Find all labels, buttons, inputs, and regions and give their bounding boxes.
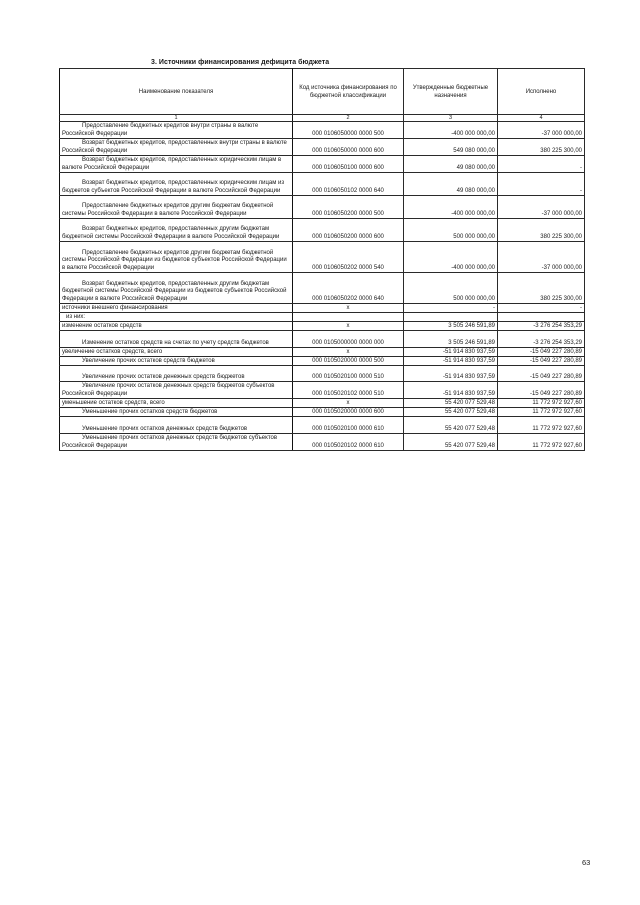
row-exec: - bbox=[498, 156, 585, 173]
table-row bbox=[60, 331, 585, 348]
row-code: x bbox=[293, 348, 404, 357]
row-exec: 11 772 972 927,60 bbox=[498, 417, 585, 434]
row-plan: - bbox=[404, 304, 498, 313]
row-code: 000 0105020102 0000 510 bbox=[293, 382, 404, 399]
table-row bbox=[60, 357, 585, 366]
row-exec: 380 225 300,00 bbox=[498, 219, 585, 242]
row-exec: -3 276 254 353,29 bbox=[498, 331, 585, 348]
row-exec: 380 225 300,00 bbox=[498, 139, 585, 156]
row-plan: 55 420 077 529,48 bbox=[404, 434, 498, 451]
row-name: Увеличение прочих остатков денежных средств бюджетов bbox=[60, 366, 293, 382]
row-plan: 3 505 246 591,89 bbox=[404, 331, 498, 348]
row-code: 000 0105020000 0000 500 bbox=[293, 357, 404, 366]
row-code: 000 0105020000 0000 600 bbox=[293, 408, 404, 417]
row-exec: 11 772 972 927,60 bbox=[498, 399, 585, 408]
row-code bbox=[293, 313, 404, 322]
row-plan: -400 000 000,00 bbox=[404, 122, 498, 139]
row-code: x bbox=[293, 322, 404, 331]
row-name: Предоставление бюджетных кредитов другим бюджетам бюджетной системы Российской Федерации из бюджетов субъектов Российской Федерации в валюте Российской Федерации bbox=[60, 242, 293, 273]
table-header-row bbox=[60, 69, 585, 115]
table-row bbox=[60, 173, 585, 196]
row-plan: 55 420 077 529,48 bbox=[404, 399, 498, 408]
row-plan: 500 000 000,00 bbox=[404, 219, 498, 242]
row-exec: - bbox=[498, 173, 585, 196]
row-code: 000 0106050200 0000 500 bbox=[293, 196, 404, 219]
row-code: 000 0106050202 0000 540 bbox=[293, 242, 404, 273]
row-exec bbox=[498, 313, 585, 322]
row-code: 000 0105000000 0000 000 bbox=[293, 331, 404, 348]
row-plan: 500 000 000,00 bbox=[404, 273, 498, 304]
row-name: источники внешнего финансирования bbox=[60, 304, 293, 313]
row-exec: -15 049 227 280,89 bbox=[498, 366, 585, 382]
row-name: Возврат бюджетных кредитов, предоставленных другим бюджетам бюджетной системы Российской Федерации из бюджетов субъектов Российской Федерации в валюте Российской Федерации bbox=[60, 273, 293, 304]
table-row bbox=[60, 122, 585, 139]
row-exec: -15 049 227 280,89 bbox=[498, 357, 585, 366]
row-plan bbox=[404, 313, 498, 322]
table-row bbox=[60, 366, 585, 382]
row-plan: 55 420 077 529,48 bbox=[404, 408, 498, 417]
row-code: 000 0106050100 0000 600 bbox=[293, 156, 404, 173]
row-name: изменение остатков средств bbox=[60, 322, 293, 331]
row-plan: 549 080 000,00 bbox=[404, 139, 498, 156]
table-row bbox=[60, 273, 585, 304]
header-name: Наименование показателя bbox=[60, 69, 293, 115]
table-row bbox=[60, 399, 585, 408]
row-code: 000 0105020100 0000 610 bbox=[293, 417, 404, 434]
row-code: x bbox=[293, 304, 404, 313]
row-exec: -3 276 254 353,29 bbox=[498, 322, 585, 331]
row-exec: -15 049 227 280,89 bbox=[498, 348, 585, 357]
table-row bbox=[60, 408, 585, 417]
row-name: Увеличение прочих остатков денежных средств бюджетов субъектов Российской Федерации bbox=[60, 382, 293, 399]
row-name: Уменьшение прочих остатков денежных средств бюджетов bbox=[60, 417, 293, 434]
row-name: Уменьшение прочих остатков денежных средств бюджетов субъектов Российской Федерации bbox=[60, 434, 293, 451]
row-name: из них: bbox=[60, 313, 293, 322]
row-exec: - bbox=[498, 304, 585, 313]
row-name: уменьшение остатков средств, всего bbox=[60, 399, 293, 408]
table-row bbox=[60, 348, 585, 357]
row-name: Возврат бюджетных кредитов, предоставленных другим бюджетам бюджетной системы Российской Федерации в валюте Российской Федерации bbox=[60, 219, 293, 242]
row-plan: -51 914 830 937,59 bbox=[404, 348, 498, 357]
table-row bbox=[60, 313, 585, 322]
row-name: Увеличение прочих остатков средств бюджетов bbox=[60, 357, 293, 366]
column-number-row bbox=[60, 115, 585, 122]
row-name: Уменьшение прочих остатков средств бюджетов bbox=[60, 408, 293, 417]
table-row bbox=[60, 156, 585, 173]
column-number-4: 4 bbox=[498, 115, 585, 122]
row-code: 000 0106050000 0000 500 bbox=[293, 122, 404, 139]
row-plan: -51 914 830 937,59 bbox=[404, 366, 498, 382]
row-plan: -51 914 830 937,59 bbox=[404, 357, 498, 366]
row-code: 000 0105020100 0000 510 bbox=[293, 366, 404, 382]
page-number: 63 bbox=[582, 858, 591, 867]
column-number-2: 2 bbox=[293, 115, 404, 122]
table-row bbox=[60, 304, 585, 313]
header-code: Код источника финансирования по бюджетной классификации bbox=[293, 69, 404, 115]
table-row bbox=[60, 322, 585, 331]
table-row bbox=[60, 417, 585, 434]
document-title: 3. Источники финансирования дефицита бюджета bbox=[151, 59, 330, 66]
row-name: Возврат бюджетных кредитов, предоставленных юридическим лицам в валюте Российской Федерации bbox=[60, 156, 293, 173]
table-row bbox=[60, 139, 585, 156]
row-name: Возврат бюджетных кредитов, предоставленных юридическим лицам из бюджетов субъектов Российской Федерации в валюте Российской Федерации bbox=[60, 173, 293, 196]
row-code: 000 0106050000 0000 600 bbox=[293, 139, 404, 156]
row-name: Предоставление бюджетных кредитов другим бюджетам бюджетной системы Российской Федерации в валюте Российской Федерации bbox=[60, 196, 293, 219]
row-code: 000 0106050200 0000 600 bbox=[293, 219, 404, 242]
row-exec: -37 000 000,00 bbox=[498, 196, 585, 219]
table-row bbox=[60, 434, 585, 451]
row-plan: -51 914 830 937,59 bbox=[404, 382, 498, 399]
header-exec: Исполнено bbox=[498, 69, 585, 115]
row-exec: -37 000 000,00 bbox=[498, 242, 585, 273]
table-row bbox=[60, 219, 585, 242]
row-name: Предоставление бюджетных кредитов внутри страны в валюте Российской Федерации bbox=[60, 122, 293, 139]
column-number-3: 3 bbox=[404, 115, 498, 122]
row-code: 000 0105020102 0000 610 bbox=[293, 434, 404, 451]
row-plan: 55 420 077 529,48 bbox=[404, 417, 498, 434]
table-row bbox=[60, 382, 585, 399]
row-plan: -400 000 000,00 bbox=[404, 242, 498, 273]
table-row bbox=[60, 242, 585, 273]
row-code: 000 0106050202 0000 640 bbox=[293, 273, 404, 304]
column-number-1: 1 bbox=[60, 115, 293, 122]
row-exec: 11 772 972 927,60 bbox=[498, 434, 585, 451]
financing-sources-table bbox=[59, 68, 585, 451]
row-exec: -15 049 227 280,89 bbox=[498, 382, 585, 399]
row-code: 000 0106050102 0000 640 bbox=[293, 173, 404, 196]
row-exec: 11 772 972 927,60 bbox=[498, 408, 585, 417]
row-plan: 3 505 246 591,89 bbox=[404, 322, 498, 331]
row-name: Возврат бюджетных кредитов, предоставленных внутри страны в валюте Российской Федерации bbox=[60, 139, 293, 156]
row-exec: 380 225 300,00 bbox=[498, 273, 585, 304]
row-name: Изменение остатков средств на счетах по учету средств бюджетов bbox=[60, 331, 293, 348]
row-name: увеличение остатков средств, всего bbox=[60, 348, 293, 357]
header-plan: Утвержденные бюджетные назначения bbox=[404, 69, 498, 115]
row-exec: -37 000 000,00 bbox=[498, 122, 585, 139]
row-plan: 49 080 000,00 bbox=[404, 173, 498, 196]
row-plan: 49 080 000,00 bbox=[404, 156, 498, 173]
table-row bbox=[60, 196, 585, 219]
row-plan: -400 000 000,00 bbox=[404, 196, 498, 219]
row-code: x bbox=[293, 399, 404, 408]
